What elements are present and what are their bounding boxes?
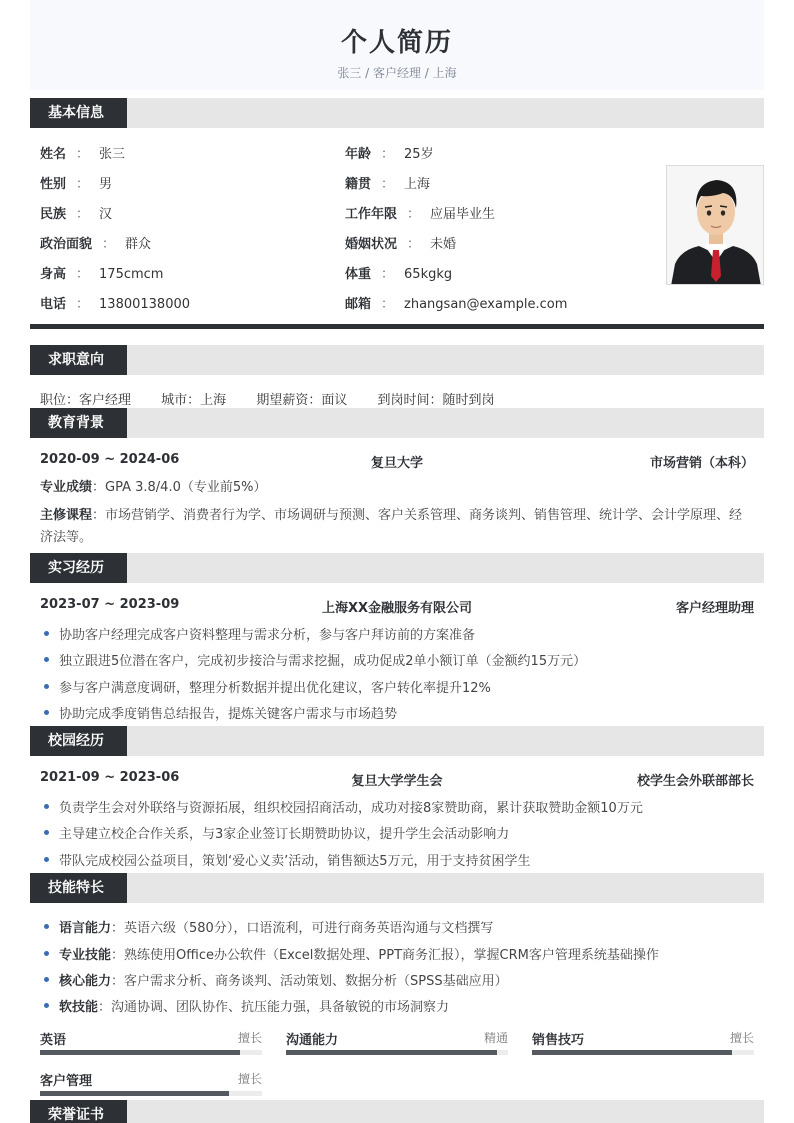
campus-header-row xyxy=(40,770,754,790)
campus-role: 校学生会外联部部长 xyxy=(636,774,754,789)
list-item: 协助客户经理完成客户资料整理与需求分析，参与客户拜访前的方案准备 xyxy=(44,624,756,643)
education-major: 市场营销（本科） xyxy=(649,456,754,471)
list-item: 主导建立校企合作关系，与3家企业签订长期赞助协议，提升学生会活动影响力 xyxy=(44,823,756,842)
page-subtitle: 张三 / 客户经理 / 上海 xyxy=(337,66,457,80)
section-title: 荣誉证书 xyxy=(30,1100,127,1123)
avatar-portrait-icon xyxy=(667,166,764,285)
education-header-row xyxy=(40,452,754,472)
internship-company: 上海XX金融服务有限公司 xyxy=(321,601,473,616)
basic-field-email: 邮箱 ： zhangsan@example.com xyxy=(345,297,568,312)
campus-org: 复旦大学学生会 xyxy=(351,774,443,789)
section-title: 校园经历 xyxy=(30,726,127,756)
list-item: 独立跟进5位潜在客户，完成初步接洽与需求挖掘，成功促成2单小额订单（金额约15万元） xyxy=(44,650,756,669)
basic-field-experience: 工作年限 ： 应届毕业生 xyxy=(345,207,496,222)
section-title: 基本信息 xyxy=(30,98,127,128)
list-item: 协助完成季度销售总结报告，提炼关键客户需求与市场趋势 xyxy=(44,703,756,722)
internship-period: 2023-07 ~ 2023-09 xyxy=(40,597,180,612)
basic-field-ethnicity: 民族 ： 汉 xyxy=(40,207,113,222)
list-item: 软技能：沟通协调、团队协作、抗压能力强，具备敏锐的市场洞察力 xyxy=(44,996,756,1015)
internship-role: 客户经理助理 xyxy=(675,601,754,616)
section-header-basic xyxy=(30,98,764,128)
campus-period: 2021-09 ~ 2023-06 xyxy=(40,770,180,785)
skill-level-fill xyxy=(532,1050,732,1055)
basic-field-hometown: 籍贯 ： 上海 xyxy=(345,177,431,192)
list-item: 参与客户满意度调研，整理分析数据并提出优化建议，客户转化率提升12% xyxy=(44,677,756,696)
skill-bar-client-management: 客户管理 擅长 xyxy=(40,1070,262,1094)
basic-field-name: 姓名 ： 张三 xyxy=(40,147,126,162)
basic-field-age: 年龄 ： 25岁 xyxy=(345,147,434,162)
divider xyxy=(30,324,764,329)
section-header-honors xyxy=(30,1100,764,1123)
intent-position: 职位：客户经理 xyxy=(40,393,132,408)
education-grades: 专业成绩：GPA 3.8/4.0（专业前5%） xyxy=(40,480,267,495)
section-title: 教育背景 xyxy=(30,408,127,438)
resume-header xyxy=(30,0,764,90)
education-school: 复旦大学 xyxy=(370,456,423,471)
list-item: 负责学生会对外联络与资源拓展，组织校园招商活动，成功对接8家赞助商，累计获取赞助金额10万元 xyxy=(44,797,756,816)
internship-header-row xyxy=(40,597,754,617)
skill-level-fill xyxy=(40,1091,229,1096)
section-header-education xyxy=(30,408,764,438)
section-header-internship xyxy=(30,553,764,583)
list-item: 带队完成校园公益项目，策划‘爱心义卖’活动，销售额达5万元，用于支持贫困学生 xyxy=(44,850,756,869)
basic-field-marital: 婚姻状况 ： 未婚 xyxy=(345,237,457,252)
section-title: 求职意向 xyxy=(30,345,127,375)
avatar xyxy=(666,165,764,285)
skill-level-fill xyxy=(40,1050,240,1055)
section-header-campus xyxy=(30,726,764,756)
basic-field-height: 身高 ： 175cmcm xyxy=(40,267,164,282)
basic-field-political: 政治面貌 ： 群众 xyxy=(40,237,152,252)
resume-page xyxy=(30,0,764,1123)
education-period: 2020-09 ~ 2024-06 xyxy=(40,452,180,467)
intent-city: 城市：上海 xyxy=(161,393,227,408)
list-item: 核心能力：客户需求分析、商务谈判、活动策划、数据分析（SPSS基础应用） xyxy=(44,970,756,989)
job-intent-line xyxy=(40,389,520,408)
skill-level-fill xyxy=(286,1050,497,1055)
skill-bar-sales: 销售技巧 擅长 xyxy=(532,1029,754,1053)
basic-field-weight: 体重 ： 65kgkg xyxy=(345,267,453,282)
intent-availability: 到岗时间：随时到岗 xyxy=(377,393,495,408)
section-title: 实习经历 xyxy=(30,553,127,583)
basic-field-phone: 电话 ： 13800138000 xyxy=(40,297,191,312)
education-courses: 主修课程：市场营销学、消费者行为学、市场调研与预测、客户关系管理、商务谈判、销售管理、统计学、会计学原理、经济法等。 xyxy=(40,508,743,545)
list-item: 专业技能：熟练使用Office办公软件（Excel数据处理、PPT商务汇报），掌握CRM客户管理系统基础操作 xyxy=(44,944,756,963)
section-header-intent xyxy=(30,345,764,375)
page-title: 个人简历 xyxy=(340,28,453,58)
section-header-skills xyxy=(30,873,764,903)
list-item: 语言能力：英语六级（580分），口语流利，可进行商务英语沟通与文档撰写 xyxy=(44,917,756,936)
skill-bar-communication: 沟通能力 精通 xyxy=(286,1029,508,1053)
skill-bar-english: 英语 擅长 xyxy=(40,1029,262,1053)
intent-salary: 期望薪资：面议 xyxy=(256,393,348,408)
section-title: 技能特长 xyxy=(30,873,127,903)
basic-field-gender: 性别 ： 男 xyxy=(40,177,113,192)
